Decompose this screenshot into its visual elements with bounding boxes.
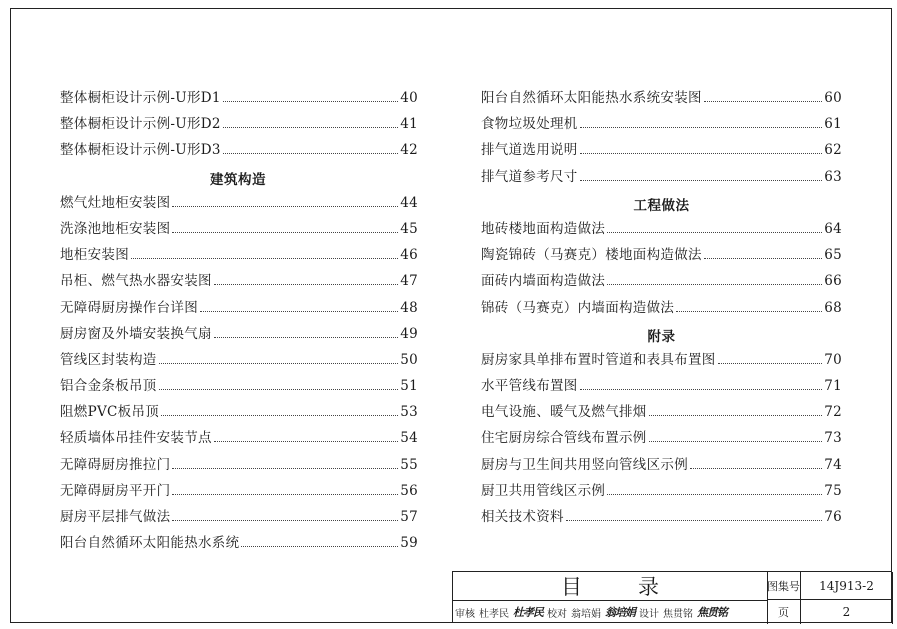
dot-leader [607, 494, 822, 495]
dot-leader [580, 389, 823, 390]
toc-entry[interactable] [60, 348, 418, 374]
toc-entry-title: 吊柜、燃气热水器安装图 [60, 273, 212, 290]
document-title [453, 572, 768, 601]
toc-entry[interactable] [481, 269, 842, 295]
design-label: 设计 [639, 608, 659, 620]
toc-entry-page: 68 [824, 299, 842, 316]
toc-entry[interactable] [60, 479, 418, 505]
toc-entry-title: 管线区封装构造 [60, 351, 157, 368]
review-label: 审核 [455, 608, 475, 620]
dot-leader [223, 101, 398, 102]
checker-name: 翁培娟 [571, 608, 601, 620]
dot-leader [607, 284, 822, 285]
dot-leader [214, 441, 398, 442]
toc-entry-page: 54 [400, 430, 418, 447]
toc-entry[interactable] [481, 374, 842, 400]
toc-entry[interactable] [60, 531, 418, 557]
dot-leader [159, 363, 399, 364]
toc-entry-title: 阳台自然循环太阳能热水系统 [60, 535, 240, 552]
toc-entry-page: 55 [400, 456, 418, 473]
section-heading: 附录 [647, 328, 676, 345]
dot-leader [200, 311, 398, 312]
toc-entry[interactable] [60, 243, 418, 269]
dot-leader [704, 258, 822, 259]
toc-entry-page: 71 [824, 378, 842, 395]
toc-entry-page: 40 [400, 90, 418, 106]
toc-entry-page: 59 [400, 535, 418, 552]
toc-entry-title: 整体橱柜设计示例-U形D3 [60, 142, 221, 159]
toc-entry-title: 整体橱柜设计示例-U形D1 [60, 90, 221, 106]
toc-entry-title: 燃气灶地柜安装图 [60, 194, 171, 211]
toc-entry-page: 72 [824, 404, 842, 421]
section-heading: 建筑构造 [210, 171, 266, 188]
toc-entry-page: 70 [824, 351, 842, 368]
toc-entry-title: 无障碍厨房操作台详图 [60, 299, 198, 316]
toc-entry[interactable] [481, 165, 842, 191]
toc-right-column [481, 86, 842, 531]
toc-entry-page: 66 [824, 273, 842, 290]
dot-leader [223, 127, 398, 128]
toc-entry-title: 地柜安装图 [60, 247, 129, 264]
toc-entry-title: 轻质墙体吊挂件安装节点 [60, 430, 212, 447]
toc-entry-page: 63 [824, 168, 842, 185]
toc-entry[interactable] [481, 426, 842, 452]
toc-entry[interactable] [60, 269, 418, 295]
dot-leader [214, 337, 398, 338]
toc-entry-title: 厨卫共用管线区示例 [481, 482, 606, 499]
dot-leader [649, 441, 823, 442]
toc-entry-title: 阻燃PVC板吊顶 [60, 404, 160, 421]
dot-leader [580, 180, 823, 181]
toc-entry[interactable] [481, 296, 842, 322]
toc-entry-title: 厨房家具单排布置时管道和表具布置图 [481, 351, 716, 368]
dot-leader [718, 363, 823, 364]
reviewer-signature: 杜孝民 [513, 606, 543, 619]
toc-entry[interactable] [60, 86, 418, 112]
dot-leader [607, 232, 822, 233]
dot-leader [580, 127, 823, 128]
toc-entry-title: 陶瓷锦砖（马赛克）楼地面构造做法 [481, 247, 702, 264]
toc-entry-page: 41 [400, 116, 418, 133]
checker-signature: 翁培娟 [605, 606, 635, 619]
toc-entry-page: 62 [824, 142, 842, 159]
toc-entry-page: 49 [400, 325, 418, 342]
toc-entry-title: 无障碍厨房平开门 [60, 482, 171, 499]
toc-entry[interactable] [481, 348, 842, 374]
toc-entry[interactable] [60, 400, 418, 426]
dot-leader [172, 468, 398, 469]
toc-entry[interactable] [60, 296, 418, 322]
toc-entry[interactable] [60, 322, 418, 348]
toc-entry-title: 水平管线布置图 [481, 378, 578, 395]
toc-entry-title: 洗涤池地柜安装图 [60, 220, 171, 237]
dot-leader [172, 232, 398, 233]
toc-entry-title: 整体橱柜设计示例-U形D2 [60, 116, 221, 133]
toc-entry-page: 74 [824, 456, 842, 473]
reviewer-name: 杜孝民 [479, 608, 509, 620]
page-label: 页 [767, 600, 801, 624]
dot-leader [159, 389, 399, 390]
toc-entry-page: 76 [824, 509, 842, 525]
toc-entry-title: 阳台自然循环太阳能热水系统安装图 [481, 90, 702, 106]
dot-leader [704, 101, 822, 102]
toc-entry-page: 75 [824, 482, 842, 499]
toc-entry-title: 面砖内墙面构造做法 [481, 273, 606, 290]
toc-entry-title: 锦砖（马赛克）内墙面构造做法 [481, 299, 675, 316]
toc-entry[interactable] [60, 112, 418, 138]
toc-entry[interactable] [60, 374, 418, 400]
dot-leader [690, 468, 822, 469]
signature-row [453, 600, 768, 624]
toc-left-column [60, 86, 418, 557]
toc-entry-page: 51 [400, 378, 418, 395]
title-char-2: 录 [638, 575, 659, 599]
toc-entry[interactable] [60, 138, 418, 164]
toc-entry-page: 53 [400, 404, 418, 421]
toc-entry-title: 厨房窗及外墙安装换气扇 [60, 325, 212, 342]
toc-entry-page: 61 [824, 116, 842, 133]
dot-leader [172, 494, 398, 495]
dot-leader [131, 258, 398, 259]
toc-entry-title: 铝合金条板吊顶 [60, 378, 157, 395]
title-block [452, 571, 892, 623]
toc-entry-title: 地砖楼地面构造做法 [481, 220, 606, 237]
toc-entry[interactable] [481, 505, 842, 531]
toc-entry-page: 73 [824, 430, 842, 447]
toc-entry-page: 46 [400, 247, 418, 264]
atlas-number: 14J913-2 [801, 572, 893, 600]
toc-entry-title: 电气设施、暖气及燃气排烟 [481, 404, 647, 421]
toc-entry[interactable] [60, 426, 418, 452]
toc-entry-title: 无障碍厨房推拉门 [60, 456, 171, 473]
toc-entry-page: 65 [824, 247, 842, 264]
dot-leader [241, 546, 398, 547]
dot-leader [214, 284, 398, 285]
toc-entry-page: 44 [400, 194, 418, 211]
atlas-label: 图集号 [767, 572, 801, 600]
toc-entry[interactable] [481, 479, 842, 505]
title-char-1: 目 [561, 575, 582, 599]
toc-entry[interactable] [481, 86, 842, 112]
toc-entry-page: 56 [400, 482, 418, 499]
toc-entry-title: 厨房平层排气做法 [60, 509, 171, 525]
toc-entry[interactable] [60, 453, 418, 479]
toc-entry[interactable] [481, 217, 842, 243]
dot-leader [676, 311, 822, 312]
toc-entry-title: 食物垃圾处理机 [481, 116, 578, 133]
toc-entry-page: 42 [400, 142, 418, 159]
page-number: 2 [801, 600, 893, 624]
toc-entry-title: 厨房与卫生间共用竖向管线区示例 [481, 456, 688, 473]
toc-entry-page: 45 [400, 220, 418, 237]
toc-entry-title: 住宅厨房综合管线布置示例 [481, 430, 647, 447]
toc-entry[interactable] [60, 191, 418, 217]
toc-entry[interactable] [481, 243, 842, 269]
toc-entry[interactable] [481, 400, 842, 426]
dot-leader [172, 520, 398, 521]
dot-leader [580, 153, 823, 154]
designer-signature: 焦贯铭 [697, 606, 727, 619]
toc-entry[interactable] [481, 453, 842, 479]
toc-entry-title: 相关技术资料 [481, 509, 564, 525]
toc-entry-page: 60 [824, 90, 842, 106]
designer-name: 焦贯铭 [663, 608, 693, 620]
dot-leader [172, 206, 398, 207]
dot-leader [223, 153, 398, 154]
dot-leader [566, 520, 822, 521]
toc-entry-page: 64 [824, 220, 842, 237]
check-label: 校对 [547, 608, 567, 620]
toc-entry[interactable] [60, 505, 418, 531]
toc-entry-page: 57 [400, 509, 418, 525]
section-heading: 工程做法 [633, 197, 690, 214]
toc-entry-page: 48 [400, 299, 418, 316]
toc-entry[interactable] [60, 217, 418, 243]
dot-leader [649, 415, 823, 416]
toc-entry[interactable] [481, 112, 842, 138]
toc-entry[interactable] [481, 138, 842, 164]
toc-entry-title: 排气道参考尺寸 [481, 168, 578, 185]
toc-entry-page: 50 [400, 351, 418, 368]
toc-entry-page: 47 [400, 273, 418, 290]
toc-entry-title: 排气道选用说明 [481, 142, 578, 159]
dot-leader [161, 415, 398, 416]
